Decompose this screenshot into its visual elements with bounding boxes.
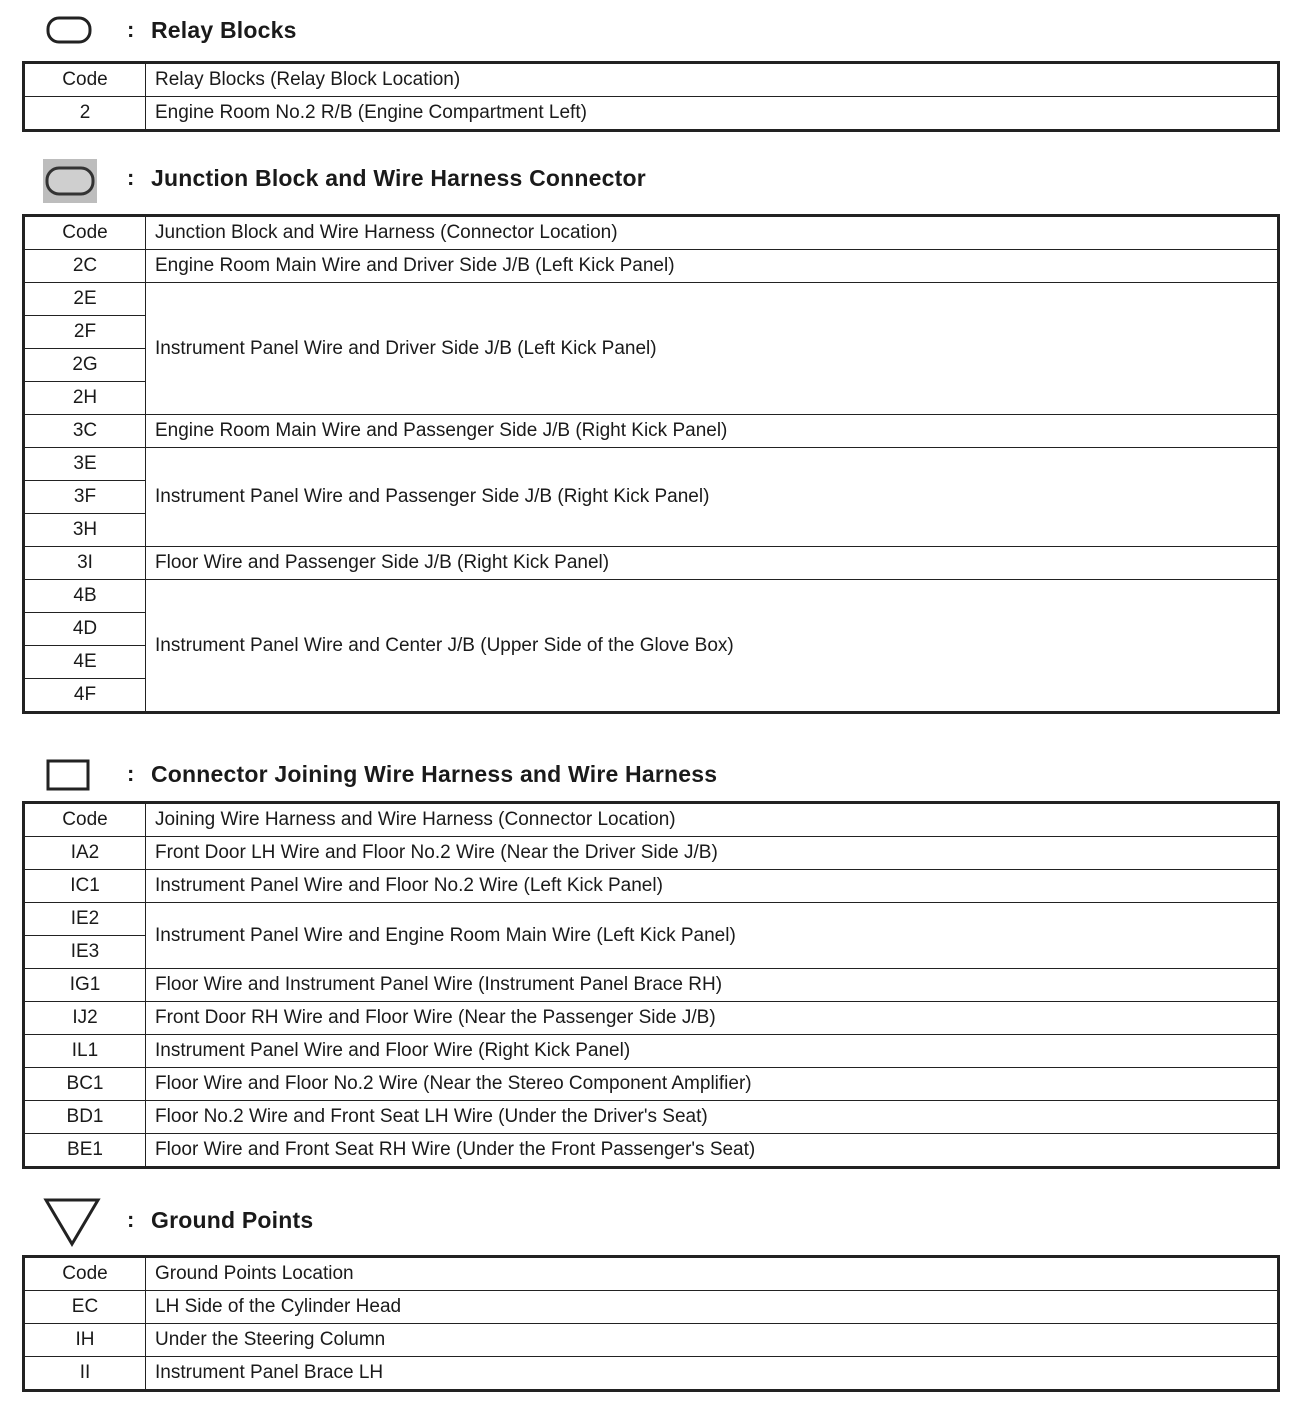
code-cell: 2H <box>24 382 146 415</box>
ground-points-table <box>22 1255 1280 1392</box>
table-row <box>24 1035 1279 1068</box>
table-row <box>24 1357 1279 1391</box>
code-column-header: Code <box>24 63 146 97</box>
table-row <box>24 250 1279 283</box>
location-column-header: Junction Block and Wire Harness (Connector Location) <box>146 216 1279 250</box>
code-cell: IH <box>24 1324 146 1357</box>
code-cell: II <box>24 1357 146 1391</box>
table-header-row <box>24 803 1279 837</box>
table-row <box>24 580 1279 613</box>
table-row <box>24 283 1279 316</box>
junction-block-title: Junction Block and Wire Harness Connector <box>151 165 646 191</box>
down-triangle-icon <box>42 1196 102 1248</box>
code-cell: IE2 <box>24 903 146 936</box>
location-cell: Instrument Panel Wire and Driver Side J/B (Left Kick Panel) <box>146 283 1279 415</box>
location-cell: Instrument Panel Wire and Passenger Side J/B (Right Kick Panel) <box>146 448 1279 547</box>
code-cell: IL1 <box>24 1035 146 1068</box>
code-column-header: Code <box>24 216 146 250</box>
location-cell: Front Door RH Wire and Floor Wire (Near the Passenger Side J/B) <box>146 1002 1279 1035</box>
table-header-row <box>24 216 1279 250</box>
junction-block-heading <box>0 156 1312 200</box>
rectangle-icon <box>44 756 94 794</box>
code-cell: BC1 <box>24 1068 146 1101</box>
location-cell: Floor No.2 Wire and Front Seat LH Wire (Under the Driver's Seat) <box>146 1101 1279 1134</box>
table-row <box>24 903 1279 936</box>
location-cell: Engine Room No.2 R/B (Engine Compartment Left) <box>146 97 1279 131</box>
ground-points-colon: : <box>127 1207 135 1232</box>
location-cell: Instrument Panel Brace LH <box>146 1357 1279 1391</box>
table-row <box>24 1134 1279 1168</box>
location-cell: Floor Wire and Passenger Side J/B (Right Kick Panel) <box>146 547 1279 580</box>
junction-block-table <box>22 214 1280 714</box>
code-cell: 4D <box>24 613 146 646</box>
location-cell: Instrument Panel Wire and Engine Room Main Wire (Left Kick Panel) <box>146 903 1279 969</box>
connector-joining-heading <box>0 752 1312 796</box>
connector-joining-table <box>22 801 1280 1169</box>
relay-blocks-colon: : <box>127 17 135 42</box>
code-column-header: Code <box>24 1257 146 1291</box>
relay-blocks-table <box>22 61 1280 132</box>
table-row <box>24 837 1279 870</box>
code-cell: 3C <box>24 415 146 448</box>
code-cell: 3E <box>24 448 146 481</box>
rounded-rectangle-icon <box>44 14 94 46</box>
location-column-header: Joining Wire Harness and Wire Harness (Connector Location) <box>146 803 1279 837</box>
code-cell: 4F <box>24 679 146 713</box>
table-row <box>24 1101 1279 1134</box>
location-column-header: Ground Points Location <box>146 1257 1279 1291</box>
table-row <box>24 1002 1279 1035</box>
table-row <box>24 969 1279 1002</box>
code-cell: EC <box>24 1291 146 1324</box>
code-cell: 2F <box>24 316 146 349</box>
table-row <box>24 97 1279 131</box>
location-cell: Instrument Panel Wire and Center J/B (Upper Side of the Glove Box) <box>146 580 1279 713</box>
code-cell: 3I <box>24 547 146 580</box>
ground-points-title: Ground Points <box>151 1207 314 1233</box>
table-row <box>24 870 1279 903</box>
location-cell: Instrument Panel Wire and Floor No.2 Wire (Left Kick Panel) <box>146 870 1279 903</box>
connector-joining-title: Connector Joining Wire Harness and Wire Harness <box>151 761 718 787</box>
table-header-row <box>24 63 1279 97</box>
code-cell: IE3 <box>24 936 146 969</box>
table-row <box>24 415 1279 448</box>
table-row <box>24 1324 1279 1357</box>
code-cell: IC1 <box>24 870 146 903</box>
location-column-header: Relay Blocks (Relay Block Location) <box>146 63 1279 97</box>
location-cell: Instrument Panel Wire and Floor Wire (Right Kick Panel) <box>146 1035 1279 1068</box>
junction-block-colon: : <box>127 165 135 190</box>
table-row <box>24 448 1279 481</box>
location-cell: Floor Wire and Floor No.2 Wire (Near the Stereo Component Amplifier) <box>146 1068 1279 1101</box>
code-cell: IG1 <box>24 969 146 1002</box>
location-cell: Engine Room Main Wire and Driver Side J/B (Left Kick Panel) <box>146 250 1279 283</box>
code-cell: 3F <box>24 481 146 514</box>
code-cell: 2E <box>24 283 146 316</box>
relay-blocks-title: Relay Blocks <box>151 17 297 43</box>
location-cell: Floor Wire and Front Seat RH Wire (Under the Front Passenger's Seat) <box>146 1134 1279 1168</box>
code-cell: IA2 <box>24 837 146 870</box>
table-header-row <box>24 1257 1279 1291</box>
code-cell: IJ2 <box>24 1002 146 1035</box>
table-row <box>24 547 1279 580</box>
code-cell: 3H <box>24 514 146 547</box>
location-cell: Under the Steering Column <box>146 1324 1279 1357</box>
location-cell: Floor Wire and Instrument Panel Wire (Instrument Panel Brace RH) <box>146 969 1279 1002</box>
shaded-rounded-rectangle-icon <box>40 156 100 206</box>
ground-points-heading <box>0 1196 1312 1240</box>
code-cell: 2 <box>24 97 146 131</box>
location-cell: Front Door LH Wire and Floor No.2 Wire (Near the Driver Side J/B) <box>146 837 1279 870</box>
code-cell: 4E <box>24 646 146 679</box>
code-cell: 4B <box>24 580 146 613</box>
connector-joining-colon: : <box>127 761 135 786</box>
code-column-header: Code <box>24 803 146 837</box>
code-cell: BE1 <box>24 1134 146 1168</box>
code-cell: 2G <box>24 349 146 382</box>
relay-blocks-heading <box>0 8 1312 52</box>
code-cell: 2C <box>24 250 146 283</box>
location-cell: LH Side of the Cylinder Head <box>146 1291 1279 1324</box>
table-row <box>24 1291 1279 1324</box>
code-cell: BD1 <box>24 1101 146 1134</box>
table-row <box>24 1068 1279 1101</box>
location-cell: Engine Room Main Wire and Passenger Side J/B (Right Kick Panel) <box>146 415 1279 448</box>
